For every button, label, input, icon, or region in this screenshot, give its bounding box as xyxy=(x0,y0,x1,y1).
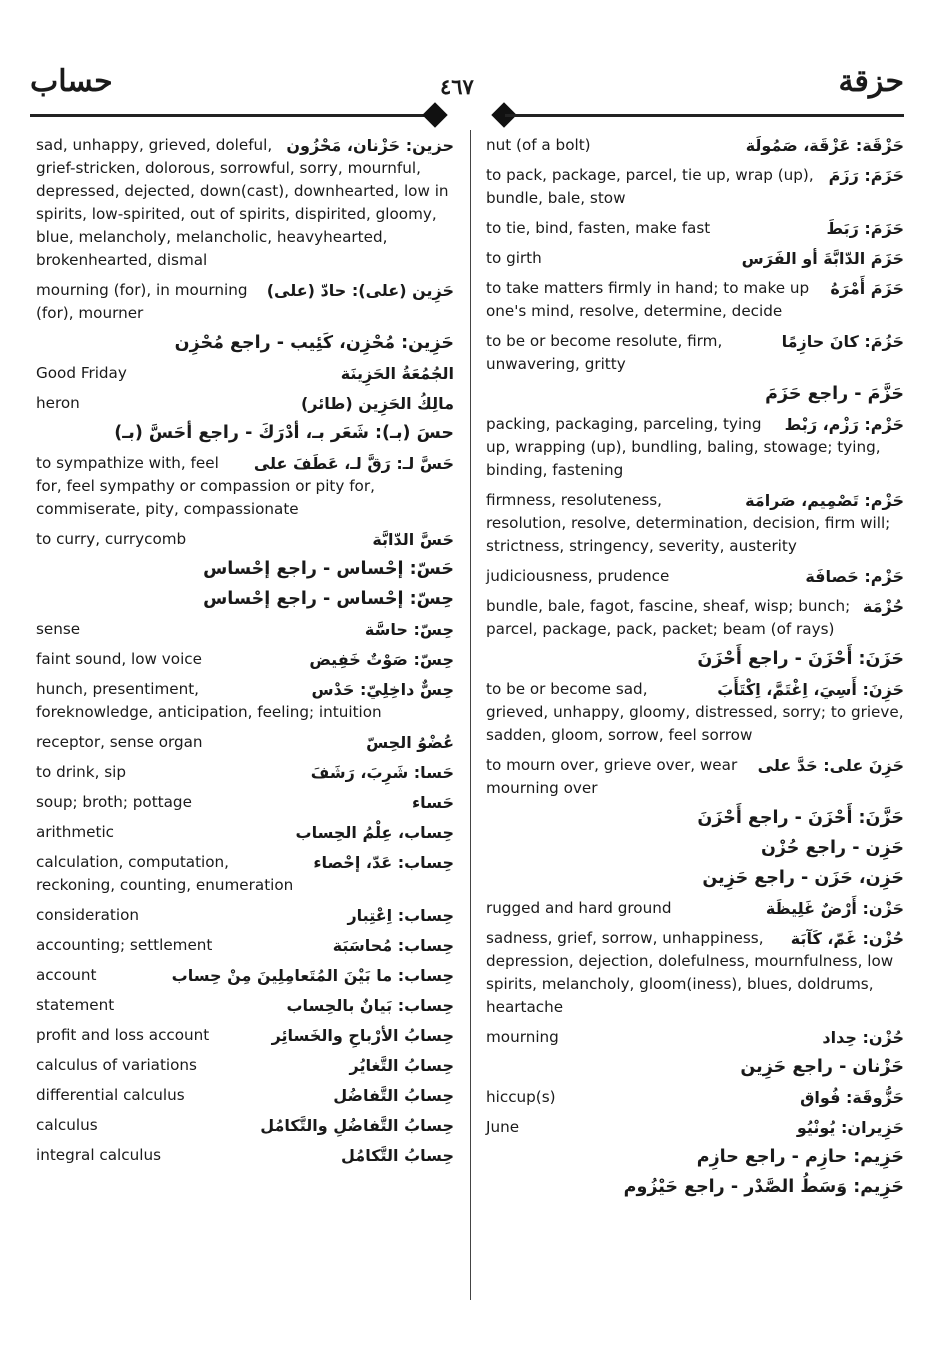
dictionary-entry xyxy=(486,867,904,890)
dictionary-entry xyxy=(36,994,454,1017)
entry-headword-arabic: حَساء xyxy=(412,793,454,812)
dictionary-entry xyxy=(486,277,904,323)
entry-definition-english: nut (of a bolt) xyxy=(486,136,591,154)
entry-headword-arabic: حَزِن - راجع حُزْن xyxy=(760,838,904,858)
dictionary-entry xyxy=(486,383,904,406)
entry-definition-english: to pack, package, parcel, tie up, wrap (up), bundle, bale, stow xyxy=(486,166,814,207)
entry-headword-arabic: حَزَمَ الدّابَّةَ أو الفَرَس xyxy=(741,249,904,268)
entry-definition-english: rugged and hard ground xyxy=(486,899,672,917)
entry-headword-arabic: حِساب: اِعْتِبار xyxy=(347,906,454,925)
entry-definition-english: receptor, sense organ xyxy=(36,733,203,751)
entry-definition-english: to tie, bind, fasten, make fast xyxy=(486,219,711,237)
dictionary-entry xyxy=(486,164,904,210)
entry-definition-english: to girth xyxy=(486,249,542,267)
entry-definition-english: to sympathize with, feel for, feel sympathy or compassion or pity for, commiserate, pity, compassionate xyxy=(36,454,375,518)
entry-definition-english: soup; broth; pottage xyxy=(36,793,192,811)
entry-headword-arabic: حِسٌّ داخِلِيّ: حَدْس xyxy=(311,680,454,699)
running-head-right: حزقة xyxy=(838,64,904,99)
entry-headword-arabic: حَزَمَ: رَبَطَ xyxy=(826,219,904,238)
entry-definition-english: sadness, grief, sorrow, unhappiness, depression, dejection, dolefulness, mournfulness, low spirits, melancholy, gloom(iness), blues, doldrums, heartache xyxy=(486,929,894,1016)
entry-headword-arabic: حَزَّمَ - راجع حَزَمَ xyxy=(765,384,904,404)
dictionary-entry xyxy=(36,821,454,844)
entry-headword-arabic: حِسابُ التَّغايُر xyxy=(349,1056,454,1075)
dictionary-entry xyxy=(486,678,904,747)
entry-headword-arabic: حِسّ: صَوْتٌ خَفِيض xyxy=(309,650,454,669)
entry-headword-arabic: حَزِيران: يُونْيُو xyxy=(796,1118,904,1137)
dictionary-entry xyxy=(36,1024,454,1047)
entry-headword-arabic: حَزُمَ: كانَ حازِمًا xyxy=(781,332,904,351)
dictionary-entry xyxy=(486,1086,904,1109)
entry-definition-english: hiccup(s) xyxy=(486,1088,556,1106)
dictionary-entry xyxy=(36,791,454,814)
entry-headword-arabic: حِساب: ما بَيْنَ المُتَعامِلِينَ مِنْ حِساب xyxy=(171,966,454,985)
dictionary-entry xyxy=(36,332,454,355)
dictionary-entry xyxy=(36,392,454,415)
entry-headword-arabic: حَزِين (على): حادّ (على) xyxy=(266,281,454,300)
entry-definition-english: sense xyxy=(36,620,81,638)
entry-definition-english: to take matters firmly in hand; to make up one's mind, resolve, determine, decide xyxy=(486,279,810,320)
column-divider xyxy=(470,130,471,1300)
page-number: ٤٦٧ xyxy=(440,74,474,99)
entry-headword-arabic: حِساب، عِلْمُ الحِساب xyxy=(295,823,454,842)
entry-definition-english: calculus of variations xyxy=(36,1056,197,1074)
dictionary-entry xyxy=(36,851,454,897)
dictionary-entry xyxy=(36,618,454,641)
entry-headword-arabic: حِسابُ التَّكامُل xyxy=(341,1146,454,1165)
dictionary-entry xyxy=(486,1146,904,1169)
entry-definition-english: to mourn over, grieve over, wear mourning over xyxy=(486,756,738,797)
entry-definition-english: profit and loss account xyxy=(36,1026,210,1044)
entry-headword-arabic: حسَ (بـ): شَعَر بـ، أدْرَكَ - راجع أحَسَّ (بـ) xyxy=(114,423,454,443)
entry-headword-arabic: حِساب: عَدّ، إحْصاء xyxy=(313,853,454,872)
entry-headword-arabic: حَزْم: حَصافَة xyxy=(805,567,904,586)
entry-headword-arabic: حِسّ: إحْساس - راجع إحْساس xyxy=(203,589,454,609)
entry-definition-english: Good Friday xyxy=(36,364,127,382)
dictionary-entry xyxy=(486,837,904,860)
dictionary-entry xyxy=(486,595,904,641)
dictionary-entry xyxy=(486,754,904,800)
dictionary-entry xyxy=(36,761,454,784)
dictionary-entry xyxy=(36,1114,454,1137)
entry-definition-english: to be or become resolute, firm, unwavering, gritty xyxy=(486,332,723,373)
dictionary-entry xyxy=(486,648,904,671)
dictionary-entry xyxy=(36,362,454,385)
dictionary-entry xyxy=(36,422,454,445)
dictionary-entry xyxy=(486,134,904,157)
dictionary-entry xyxy=(486,1056,904,1079)
entry-headword-arabic: حَزِنَ: أَسِيَ، اِغْتَمَّ، اِكْتَأَبَ xyxy=(717,680,904,699)
entry-definition-english: calculation, computation, reckoning, counting, enumeration xyxy=(36,853,294,894)
entry-headword-arabic: الجُمُعَةُ الحَزِينَة xyxy=(340,364,454,383)
entry-headword-arabic: حَزَنَ: أَحْزَنَ - راجع أَحْزَنَ xyxy=(697,649,904,669)
entry-headword-arabic: حَزِنَ على: حَدَّ على xyxy=(757,756,904,775)
header-rule-right xyxy=(505,114,904,117)
entry-headword-arabic: حَزُّوقَة: فُواق xyxy=(800,1088,904,1107)
dictionary-entry xyxy=(36,279,454,325)
dictionary-entry xyxy=(486,1176,904,1199)
entry-definition-english: to drink, sip xyxy=(36,763,127,781)
dictionary-entry xyxy=(486,1116,904,1139)
entry-definition-english: June xyxy=(486,1118,520,1136)
entry-headword-arabic: حَسَّ الدّابَّة xyxy=(372,530,454,549)
entry-definition-english: judiciousness, prudence xyxy=(486,567,670,585)
entry-definition-english: consideration xyxy=(36,906,140,924)
entry-headword-arabic: حُزْمَة xyxy=(862,597,904,616)
entry-headword-arabic: حِسابُ الأرْباحِ والخَسائِر xyxy=(271,1026,454,1045)
dictionary-entry xyxy=(486,1026,904,1049)
dictionary-entry xyxy=(486,927,904,1019)
entry-headword-arabic: حِسابُ التَّفاضُلِ والتَّكامُل xyxy=(260,1116,454,1135)
entry-definition-english: mourning (for), in mourning (for), mourner xyxy=(36,281,248,322)
dictionary-entry xyxy=(486,330,904,376)
entry-definition-english: bundle, bale, fagot, fascine, sheaf, wisp; bunch; parcel, package, pack, packet; beam (of rays) xyxy=(486,597,851,638)
entry-definition-english: calculus xyxy=(36,1116,98,1134)
entry-definition-english: accounting; settlement xyxy=(36,936,213,954)
dictionary-entry xyxy=(486,897,904,920)
entry-headword-arabic: عُضْوُ الحِسّ xyxy=(366,733,454,752)
entry-headword-arabic: حُزْن: حِداد xyxy=(822,1028,904,1047)
dictionary-entry xyxy=(486,217,904,240)
dictionary-entry xyxy=(36,964,454,987)
dictionary-entry xyxy=(36,934,454,957)
dictionary-entry xyxy=(36,1054,454,1077)
entry-definition-english: arithmetic xyxy=(36,823,115,841)
entry-definition-english: mourning xyxy=(486,1028,559,1046)
entry-definition-english: faint sound, low voice xyxy=(36,650,202,668)
dictionary-entry xyxy=(486,807,904,830)
right-column xyxy=(486,134,904,1206)
dictionary-entry xyxy=(36,904,454,927)
entry-definition-english: integral calculus xyxy=(36,1146,161,1164)
entry-definition-english: hunch, presentiment, foreknowledge, anticipation, feeling; intuition xyxy=(36,680,382,721)
entry-headword-arabic: حِسابُ التَّفاضُل xyxy=(333,1086,454,1105)
header-diamond-left xyxy=(422,102,447,127)
entry-headword-arabic: حَزْم: رَزْم، رَبْط xyxy=(784,415,904,434)
left-column xyxy=(36,134,454,1174)
entry-headword-arabic: حَزْم: تَصْمِيم، صَرامَة xyxy=(745,491,904,510)
dictionary-entry xyxy=(36,678,454,724)
entry-headword-arabic: حَسَّ لـ: رَقَّ لـ، عَطَفَ على xyxy=(253,454,454,473)
entry-headword-arabic: حَزِين: مُحْزِن، كَئِيب - راجع مُحْزِن xyxy=(174,333,454,353)
entry-headword-arabic: حَزِن، حَزَن - راجع حَزِين xyxy=(702,868,904,888)
entry-headword-arabic: مالِكُ الحَزِين (طائر) xyxy=(300,394,454,413)
entry-definition-english: to be or become sad, grieved, unhappy, gloomy, distressed, sorry; to grieve, sadden, gloom, sorrow, feel sorrow xyxy=(486,680,904,744)
dictionary-entry xyxy=(36,1144,454,1167)
entry-headword-arabic: حِسّ: حاسَّة xyxy=(364,620,454,639)
entry-headword-arabic: حَزِيم: حازِم - راجع حازِم xyxy=(696,1147,904,1167)
dictionary-entry xyxy=(36,588,454,611)
dictionary-entry xyxy=(486,489,904,558)
entry-definition-english: firmness, resoluteness, resolution, resolve, determination, decision, firm will; strictness, stringency, severity, austerity xyxy=(486,491,891,555)
entry-definition-english: heron xyxy=(36,394,80,412)
entry-definition-english: differential calculus xyxy=(36,1086,185,1104)
entry-definition-english: account xyxy=(36,966,97,984)
entry-headword-arabic: حَزَّنَ: أَحْزَنَ - راجع أَحْزَنَ xyxy=(697,808,904,828)
dictionary-entry xyxy=(486,247,904,270)
entry-headword-arabic: حزين: حَزْنان، مَحْزُون xyxy=(286,136,454,155)
entry-headword-arabic: حَسا: شَرِبَ، رَشَفَ xyxy=(310,763,454,782)
entry-headword-arabic: حَزْقَة: عَزْقَة، صَمُولَة xyxy=(745,136,904,155)
entry-headword-arabic: حُزْن: غَمّ، كَآبَة xyxy=(790,929,904,948)
dictionary-entry xyxy=(486,413,904,482)
entry-definition-english: packing, packaging, parceling, tying up, wrapping (up), bundling, baling, stowage; tying, binding, fastening xyxy=(486,415,881,479)
entry-headword-arabic: حَزْن: أَرْضٌ غَلِيظَة xyxy=(765,899,904,918)
dictionary-entry xyxy=(36,528,454,551)
dictionary-entry xyxy=(36,731,454,754)
entry-headword-arabic: حِساب: مُحاسَبَة xyxy=(332,936,454,955)
entry-headword-arabic: حَزَمَ أَمْرَهُ xyxy=(830,279,904,298)
dictionary-entry xyxy=(486,565,904,588)
entry-headword-arabic: حِساب: بَيانٌ بالحِساب xyxy=(286,996,454,1015)
entry-headword-arabic: حَزْنان - راجع حَزِين xyxy=(740,1057,904,1077)
entry-definition-english: statement xyxy=(36,996,115,1014)
entry-headword-arabic: حَسّ: إحْساس - راجع إحْساس xyxy=(203,559,454,579)
entry-definition-english: sad, unhappy, grieved, doleful, grief-stricken, dolorous, sorrowful, sorry, mournful, depressed, dejected, down(cast), downhearted, low in spirits, low-spirited, out of spirits, dispirited, gloomy, blue, melancholy, melancholic, heavyhearted, brokenhearted, dismal xyxy=(36,136,449,269)
running-head-left: حساب xyxy=(30,64,113,99)
header-rule-left xyxy=(30,114,435,117)
dictionary-entry xyxy=(36,648,454,671)
dictionary-entry xyxy=(36,452,454,521)
entry-headword-arabic: حَزَمَ: رَزَمَ xyxy=(828,166,904,185)
dictionary-entry xyxy=(36,558,454,581)
entry-headword-arabic: حَزِيم: وَسَطُ الصَّدْر - راجع حَيْزُوم xyxy=(623,1177,904,1197)
entry-definition-english: to curry, currycomb xyxy=(36,530,187,548)
dictionary-entry xyxy=(36,1084,454,1107)
dictionary-entry xyxy=(36,134,454,272)
